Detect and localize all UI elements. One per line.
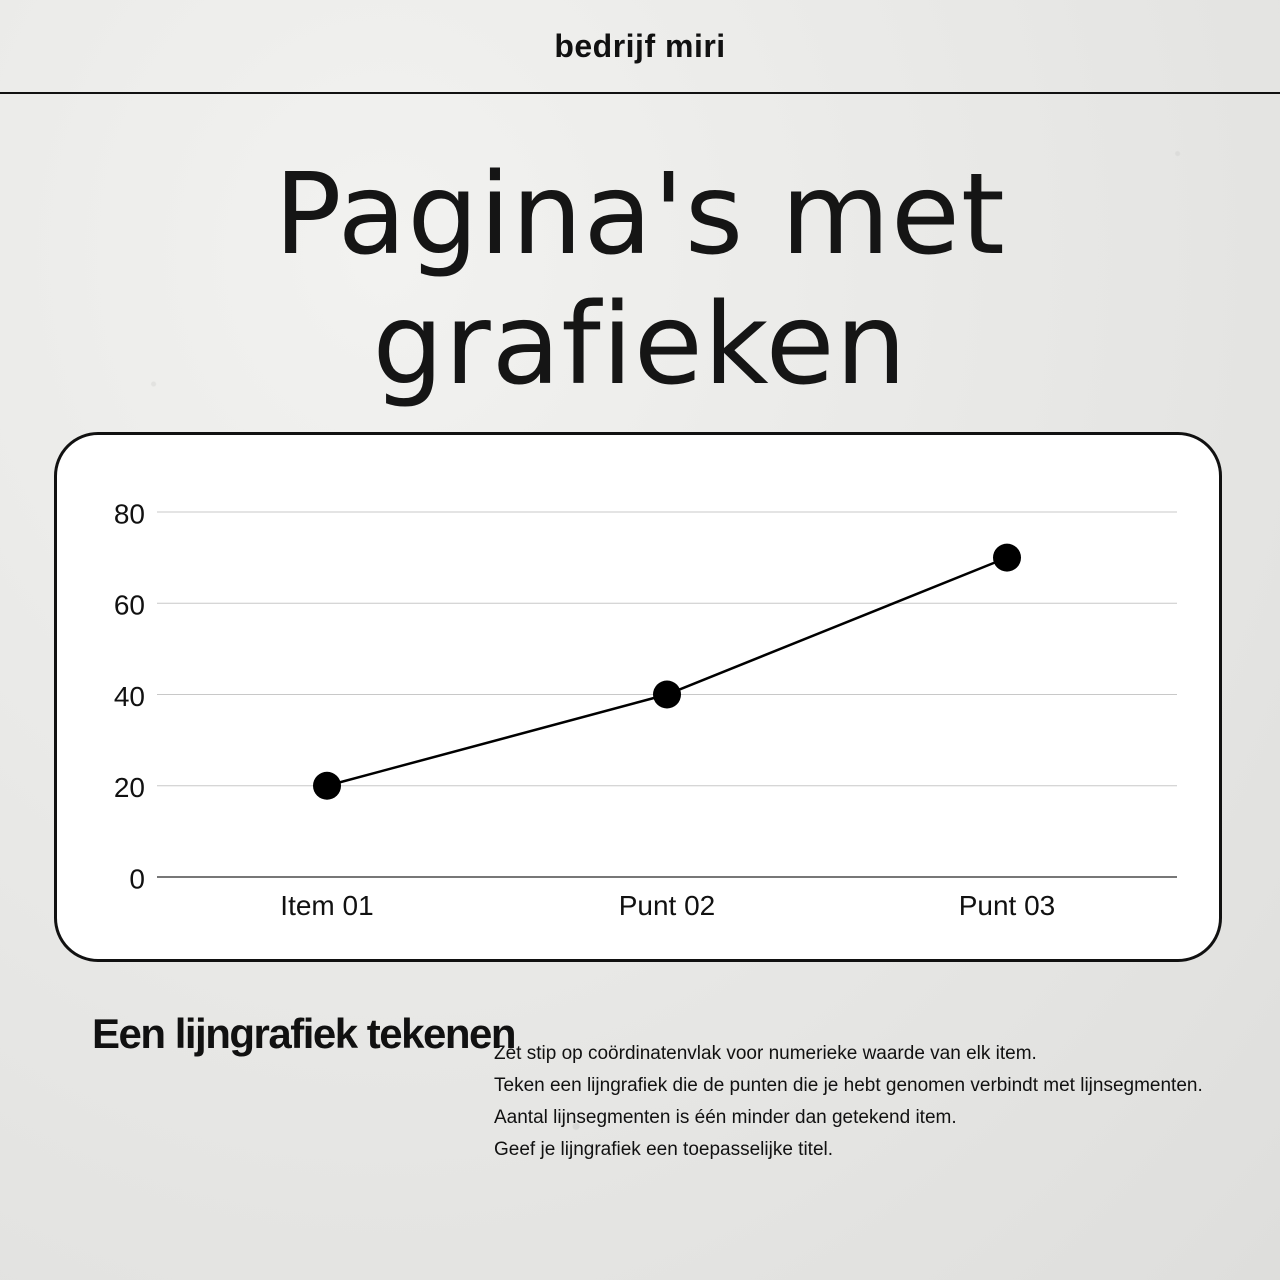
y-tick-label: 20 [113, 772, 145, 804]
x-tick-label: Punt 02 [618, 890, 716, 921]
data-point [993, 544, 1021, 572]
y-axis-ticks [114, 498, 145, 894]
instruction-step-4: Geef je lijngrafiek een toepasselijke titel. [494, 1139, 834, 1160]
x-axis-ticks [280, 890, 1055, 921]
data-point [313, 772, 341, 800]
page-title: Pagina's met grafieken [274, 150, 1006, 410]
brand-name: bedrijf miri [554, 28, 726, 64]
series-line [327, 558, 1007, 786]
instruction-step-3: Aantal lijnsegmenten is één minder dan getekend item. [494, 1107, 957, 1128]
x-tick-label: Punt 03 [958, 890, 1056, 921]
series-line-layer [327, 558, 1007, 786]
section-title: Een lijngrafiek tekenen [92, 1010, 515, 1057]
y-tick-label: 80 [113, 498, 145, 530]
instruction-list [494, 1038, 1274, 1166]
line-chart [57, 435, 1219, 959]
y-tick-label: 40 [113, 680, 145, 712]
x-tick-label: Item 01 [280, 890, 374, 921]
data-point [653, 681, 681, 709]
instruction-step-1: Zet stip op coördinatenvlak voor numerieke waarde van elk item. [494, 1043, 1037, 1064]
header-divider [0, 92, 1280, 94]
y-tick-label: 0 [129, 863, 145, 895]
instruction-step-2: Teken een lijngrafiek die de punten die je hebt genomen verbindt met lijnsegmenten. [494, 1075, 1203, 1096]
y-tick-label: 60 [113, 589, 145, 621]
line-chart-card [54, 432, 1222, 962]
